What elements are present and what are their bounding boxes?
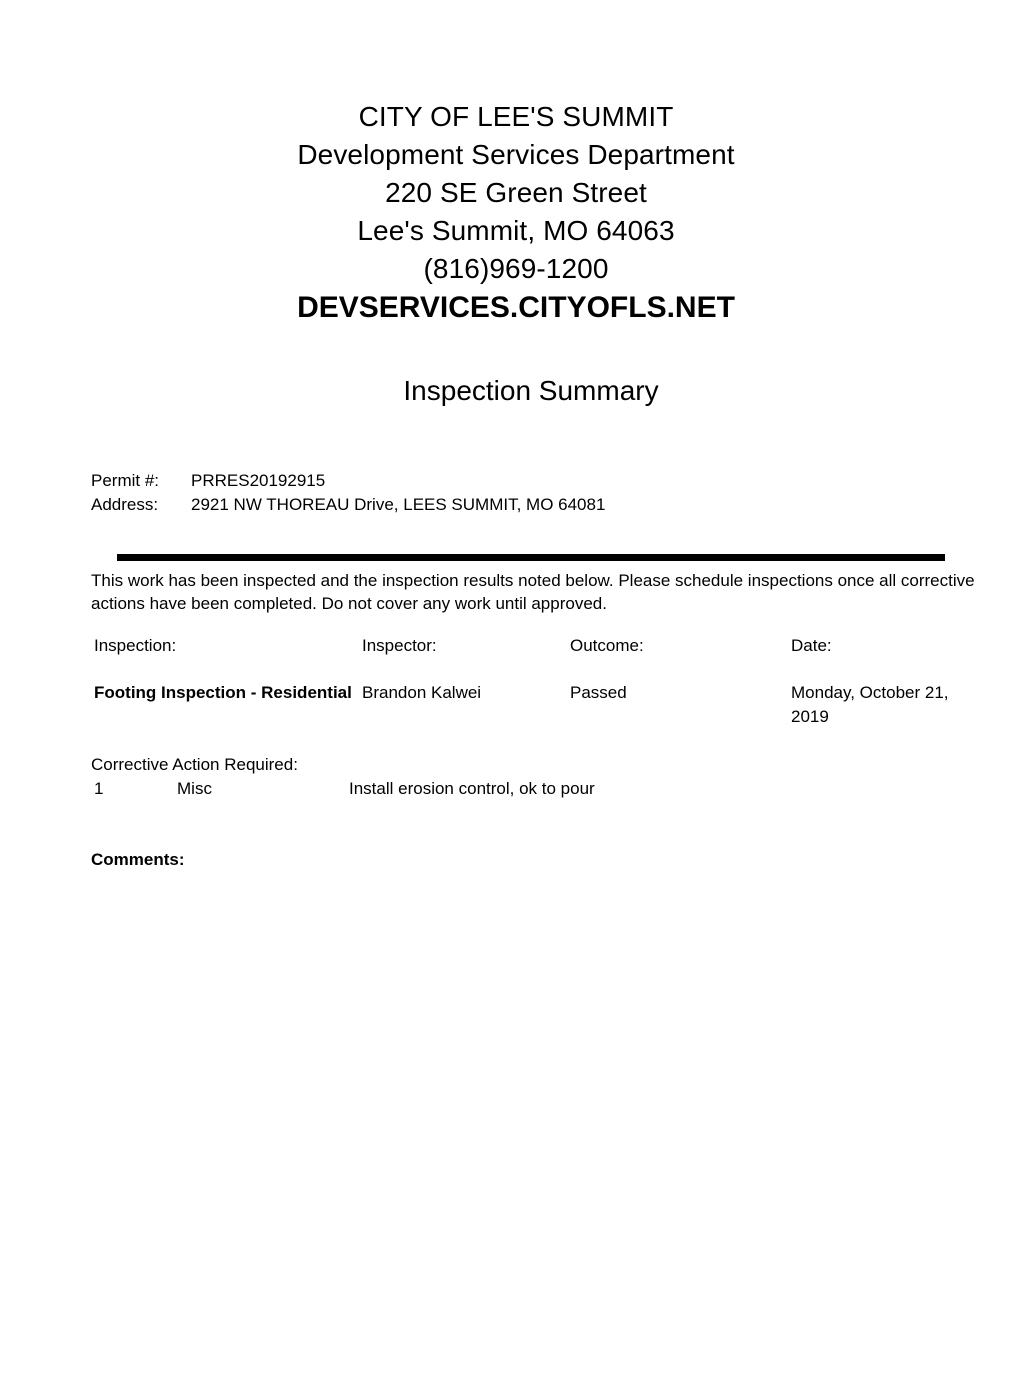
comments-label: Comments: — [91, 850, 185, 869]
letterhead — [0, 98, 1032, 330]
address-label: Address: — [91, 495, 159, 514]
divider-rule — [117, 554, 945, 561]
permit-info — [91, 469, 605, 517]
date-header: Date: — [791, 636, 832, 655]
inspection-date: Monday, October 21, 2019 — [791, 683, 949, 726]
document-title: Inspection Summary — [403, 375, 659, 406]
inspector-header: Inspector: — [362, 636, 437, 655]
permit-label: Permit #: — [91, 471, 160, 490]
street-address: 220 SE Green Street — [385, 177, 647, 208]
permit-number: PRRES20192915 — [191, 471, 326, 490]
inspection-outcome: Passed — [570, 683, 627, 702]
inspection-header: Inspection: — [94, 636, 177, 655]
inspector-name: Brandon Kalwei — [362, 683, 482, 702]
corrective-action-item — [91, 777, 891, 801]
phone-number: (816)969-1200 — [423, 253, 609, 284]
city-name: CITY OF LEE'S SUMMIT — [358, 101, 674, 132]
outcome-header: Outcome: — [570, 636, 644, 655]
corrective-action-section — [91, 753, 891, 801]
inspection-notice: This work has been inspected and the inspection results noted below. Please schedule inspections once all corrective actions have been completed. Do not cover any work until approved. — [91, 571, 975, 613]
corrective-action-type: Misc — [177, 779, 212, 798]
department-name: Development Services Department — [297, 139, 735, 170]
permit-row — [91, 469, 605, 493]
inspection-type: Footing Inspection - Residential — [94, 683, 352, 702]
address-value: 2921 NW THOREAU Drive, LEES SUMMIT, MO 64081 — [191, 495, 606, 514]
city-state-zip: Lee's Summit, MO 64063 — [357, 215, 675, 246]
corrective-action-label: Corrective Action Required: — [91, 755, 298, 774]
corrective-action-number: 1 — [94, 779, 104, 798]
address-row — [91, 493, 605, 517]
corrective-action-description: Install erosion control, ok to pour — [349, 779, 595, 798]
website: DEVSERVICES.CITYOFLS.NET — [297, 291, 735, 324]
